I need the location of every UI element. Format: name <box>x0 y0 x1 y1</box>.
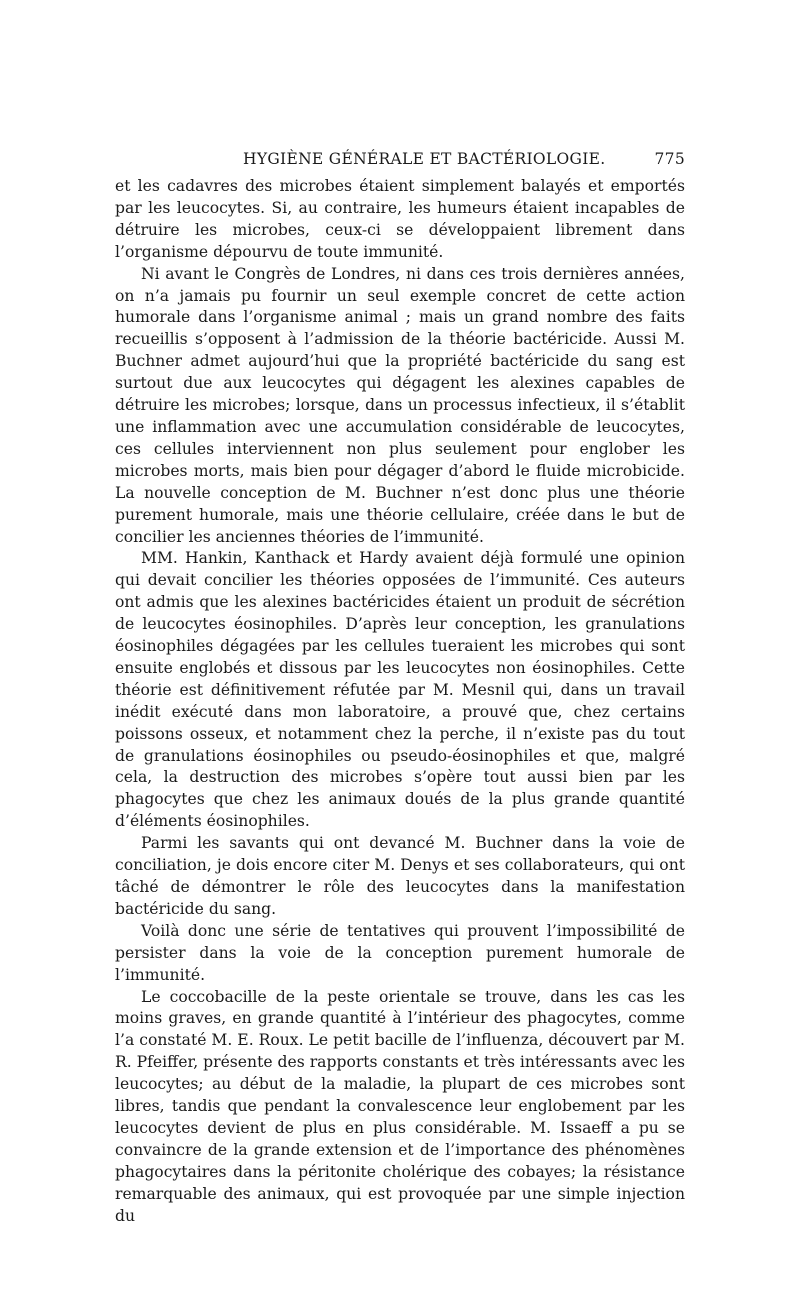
paragraph-5: Voilà donc une série de tentatives qui prouvent l’impossibilité de persister dans la voie de la conception purement humorale de l’immunité. <box>115 921 685 984</box>
running-title: HYGIÈNE GÉNÉRALE ET BACTÉRIOLOGIE. <box>243 150 606 168</box>
page-number: 775 <box>654 150 685 168</box>
paragraph-4: Parmi les savants qui ont devancé M. Buchner dans la voie de conciliation, je dois encore citer M. Denys et ses collaborateurs, qui ont tâché de démontrer le rôle des leucocytes dans la manifestation bactéricide du sang. <box>115 834 685 918</box>
paragraph-6: Le coccobacille de la peste orientale se trouve, dans les cas les moins graves, en grande quantité à l’intérieur des phagocytes, comme l’a constaté M. E. Roux. Le petit bacille de l’influenza, découvert par M. R. Pfeiffer, présente des rapports constants et très intéressants avec les leucocytes; au début de la maladie, la plupart de ces microbes sont libres, tandis que pendant la convalescence leur englobement par les leucocytes devient de plus en plus considérable. M. Issaeff a pu se convaincre de la grande extension et de l’importance des phénomènes phagocytaires dans la péritonite cholérique des cobayes; la résistance remarquable des animaux, qui est provoquée par une simple injection du <box>115 987 685 1225</box>
body-text <box>115 176 685 1228</box>
paragraph-2: Ni avant le Congrès de Londres, ni dans ces trois dernières années, on n’a jamais pu fournir un seul exemple concret de cette action humorale dans l’organisme animal ; mais un grand nombre des faits recueillis s’opposent à l’admission de la théorie bactéricide. Aussi M. Buchner admet aujourd’hui que la propriété bactéricide du sang est surtout due aux leucocytes qui dégagent les alexines capables de détruire les microbes; lorsque, dans un processus infectieux, il s’établit une inflammation avec une accumulation considérable de leucocytes, ces cellules interviennent non plus seulement pour englober les microbes morts, mais bien pour dégager d’abord le fluide microbicide. La nouvelle conception de M. Buchner n’est donc plus une théorie purement humorale, mais une théorie cellulaire, créée dans le but de concilier les anciennes théories de l’immunité. <box>115 264 685 546</box>
running-header <box>115 150 685 176</box>
paragraph-3: MM. Hankin, Kanthack et Hardy avaient déjà formulé une opinion qui devait concilier les théories opposées de l’immunité. Ces auteurs ont admis que les alexines bactéricides étaient un produit de sécrétion de leucocytes éosinophiles. D’après leur conception, les granulations éosinophiles dégagées par les cellules tueraient les microbes qui sont ensuite englobés et dissous par les leucocytes non éosinophiles. Cette théorie est définitivement réfutée par M. Mesnil qui, dans un travail inédit exécuté dans mon laboratoire, a prouvé que, chez certains poissons osseux, et notamment chez la perche, il n’existe pas du tout de granulations éosinophiles ou pseudo-éosinophiles et que, malgré cela, la destruction des microbes s’opère tout aussi bien par les phagocytes que chez les animaux doués de la plus grande quantité d’éléments éosinophiles. <box>115 549 685 831</box>
paragraph-1: et les cadavres des microbes étaient simplement balayés et emportés par les leucocytes. Si, au contraire, les humeurs étaient incapables de détruire les microbes, ceux-ci se développaient librement dans l’organisme dépourvu de toute immunité. <box>115 177 685 261</box>
book-page <box>115 150 685 1228</box>
